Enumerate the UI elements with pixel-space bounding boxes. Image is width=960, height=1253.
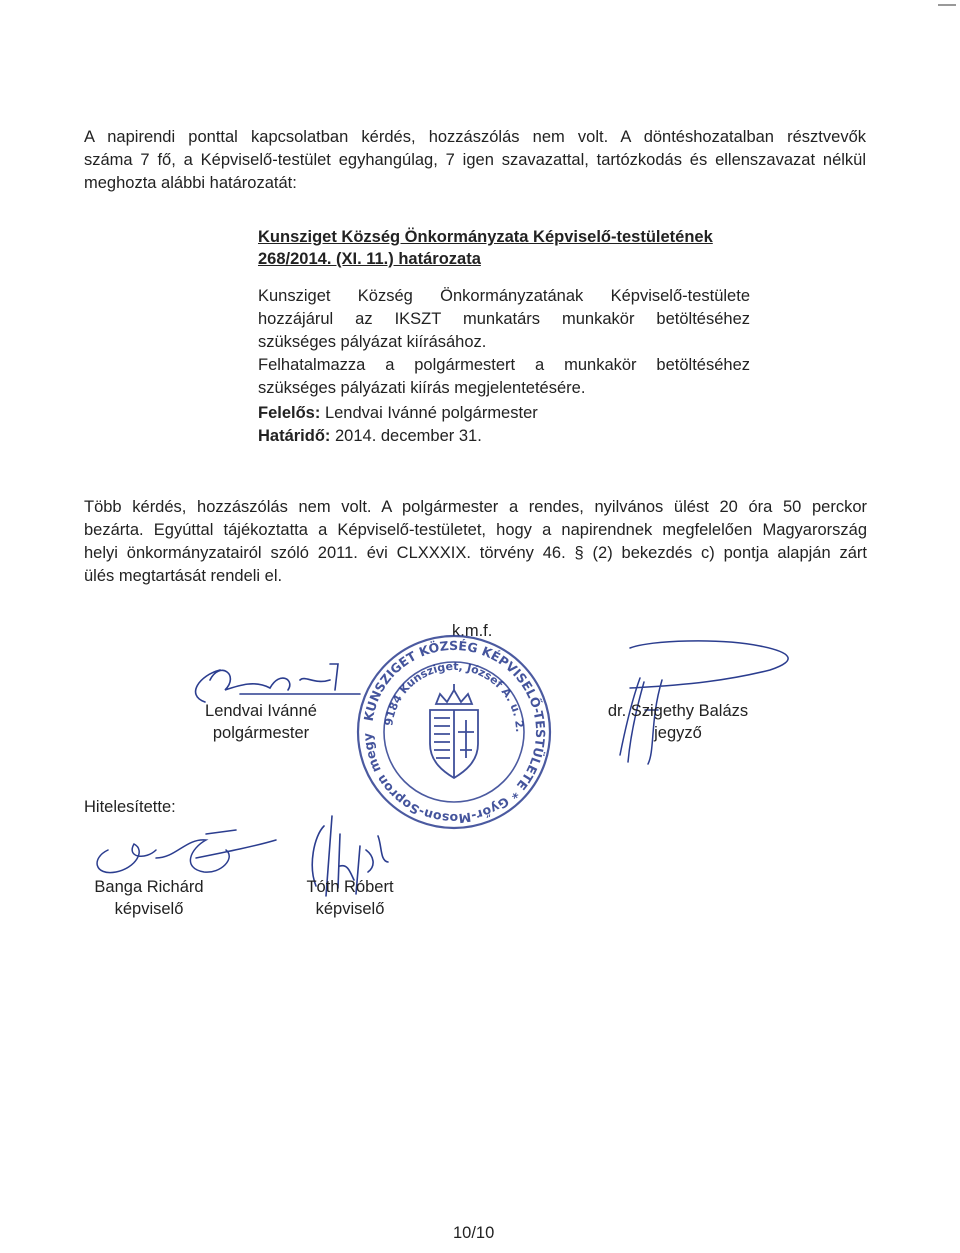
intro-paragraph <box>84 126 866 195</box>
resolution-body-line: Felhatalmazza a polgármestert a munkakör betöltéséhez <box>258 356 750 374</box>
resolution-body-line: hozzájárul az IKSZT munkatárs munkakör betöltéséhez <box>258 310 750 328</box>
deadline-label: Határidő: <box>258 427 331 445</box>
resolution-body-line: szükséges pályázat kiírásához. <box>258 333 487 351</box>
rep2-signature-block <box>290 876 410 920</box>
resolution-body-line: Kunsziget Község Önkormányzatának Képviselő-testülete <box>258 287 750 305</box>
mayor-title: polgármester <box>212 724 310 742</box>
closing-line: ülés megtartását rendeli el. <box>84 567 283 585</box>
notary-name: dr. Szigethy Balázs <box>607 702 749 720</box>
responsible-label: Felelős: <box>258 404 321 422</box>
closing-paragraph <box>84 496 867 588</box>
stamp-inner-text: 9184 Kunsziget, József A. u. 2. <box>382 659 527 733</box>
rep1-title: képviselő <box>114 900 184 918</box>
rep2-title: képviselő <box>315 900 385 918</box>
rep2-name: Tóth Róbert <box>306 878 394 896</box>
rep1-name: Banga Richárd <box>94 878 204 896</box>
intro-line: A napirendi ponttal kapcsolatban kérdés, hozzászólás nem volt. A döntéshozatalban résztvevők <box>84 128 866 146</box>
resolution-title-line: Kunsziget Község Önkormányzata Képviselő-testületének <box>258 228 713 246</box>
closing-line: Több kérdés, hozzászólás nem volt. A polgármester a rendes, nyilvános ülést 20 óra 50 perckor <box>84 498 867 516</box>
page-number: 10/10 <box>453 1224 495 1242</box>
resolution-title <box>258 226 713 270</box>
deadline-row <box>258 425 538 448</box>
responsible-deadline <box>258 402 538 448</box>
scan-mark <box>938 4 956 6</box>
mayor-signature-block <box>196 700 326 744</box>
notary-title: jegyző <box>654 724 702 742</box>
intro-line: száma 7 fő, a Képviselő-testület egyhangúlag, 7 igen szavazattal, tartózkodás és ellenszavazat nélkül <box>84 151 866 169</box>
resolution-body <box>258 285 750 400</box>
intro-line: meghozta alábbi határozatát: <box>84 174 297 192</box>
closing-line: helyi önkormányzatairól szóló 2011. évi CLXXXIX. törvény 46. § (2) bekezdés c) pontja alapján zárt <box>84 544 867 562</box>
notary-signature-block <box>598 700 758 744</box>
deadline-value: 2014. december 31. <box>330 427 482 445</box>
resolution-body-line: szükséges pályázati kiírás megjelentetésére. <box>258 379 586 397</box>
stamp-outer-text: KUNSZIGET KÖZSÉG KÉPVISELŐ-TESTÜLETE * Győr-Moson-Sopron megye * <box>349 620 549 827</box>
authenticated-label: Hitelesítette: <box>84 798 176 816</box>
responsible-row <box>258 402 538 425</box>
responsible-value: Lendvai Ivánné polgármester <box>320 404 538 422</box>
mayor-name: Lendvai Ivánné <box>205 702 317 720</box>
rep1-signature-block <box>84 876 214 920</box>
resolution-number: 268/2014. (XI. 11.) határozata <box>258 250 481 268</box>
closing-line: bezárta. Egyúttal tájékoztatta a Képviselő-testületet, hogy a napirendnek megfelelően Magyarország <box>84 521 867 539</box>
kmf-label: k.m.f. <box>452 622 493 640</box>
coat-of-arms-icon <box>430 684 478 778</box>
